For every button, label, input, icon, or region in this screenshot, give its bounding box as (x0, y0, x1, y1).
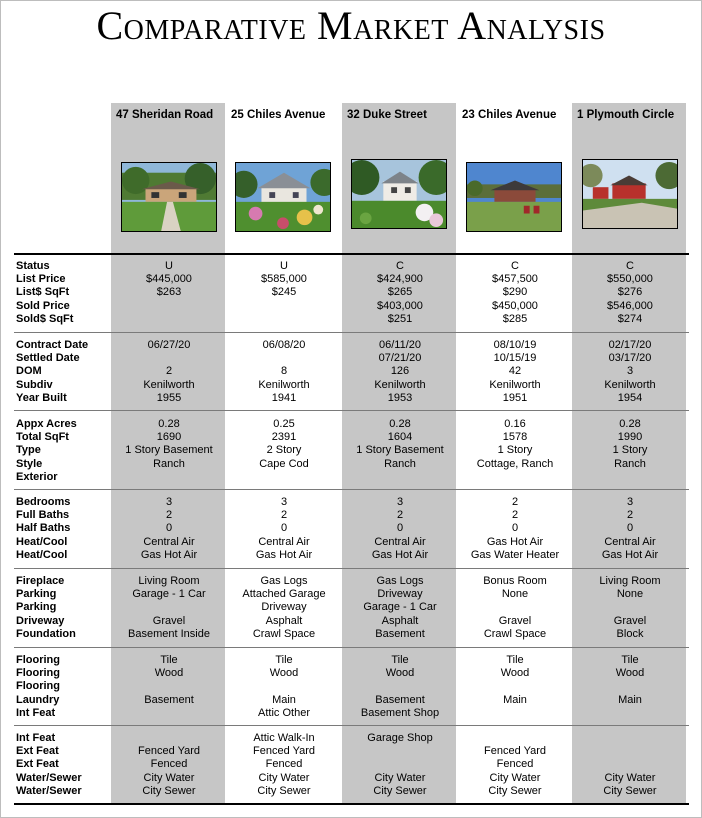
table-cell: $424,900 (377, 273, 423, 286)
table-cell: $274 (617, 312, 643, 325)
row-label: Contract Date (16, 339, 89, 351)
table-cell: $445,000 (146, 273, 192, 286)
row-label: Type (16, 444, 41, 457)
table-cell: $546,000 (607, 299, 653, 312)
table-cell: 3 (165, 496, 173, 508)
table-top-rule (14, 253, 689, 255)
row-label: Bedrooms (16, 496, 71, 508)
row-label: Water/Sewer (16, 784, 82, 797)
table-cell: Gravel (613, 614, 647, 627)
row-label: Settled Date (16, 352, 80, 365)
table-cell: Fenced Yard (253, 745, 315, 758)
table-cell: Central Air (604, 535, 656, 548)
table-cell: 2 (396, 509, 404, 522)
row-label: Int Feat (16, 706, 56, 719)
row-label: Status (16, 260, 50, 272)
table-cell: Bonus Room (483, 575, 547, 587)
table-cell: Fenced (496, 758, 534, 771)
table-cell: 2 Story (266, 444, 302, 457)
row-label: Year Built (16, 391, 67, 404)
table-cell: Cape Cod (259, 457, 309, 470)
table-cell: Basement Inside (128, 627, 210, 640)
row-label: Water/Sewer (16, 771, 82, 784)
row-label: Style (16, 457, 43, 470)
table-cell: City Sewer (603, 784, 657, 797)
table-cell: Kenilworth (489, 378, 541, 391)
table-cell: Attached Garage (242, 588, 326, 601)
row-label: Fireplace (16, 575, 65, 587)
table-cell: Main (272, 693, 296, 706)
table-cell: 10/15/19 (493, 352, 537, 365)
table-cell: City Water (604, 771, 656, 784)
table-cell: Block (616, 627, 644, 640)
table-cell: Gas Hot Air (140, 548, 198, 561)
table-cell: Living Room (138, 575, 200, 587)
table-cell: Kenilworth (258, 378, 310, 391)
table-cell: $251 (387, 312, 413, 325)
table-cell: City Sewer (257, 784, 311, 797)
table-cell: 1953 (387, 391, 413, 404)
table-cell: 126 (390, 365, 410, 378)
table-cell: Garage - 1 Car (132, 588, 206, 601)
table-cell: 0.28 (619, 418, 641, 430)
row-label: Flooring (16, 654, 60, 666)
table-cell: Main (503, 693, 527, 706)
row-label: Half Baths (16, 522, 71, 535)
table-cell: 2 (165, 365, 173, 378)
table-cell: $285 (502, 312, 528, 325)
table-cell: $403,000 (377, 299, 423, 312)
table-cell: $457,500 (492, 273, 538, 286)
row-label: Appx Acres (16, 418, 77, 430)
house-photo-5 (582, 159, 678, 229)
table-cell: Cottage, Ranch (476, 457, 554, 470)
table-cell: Basement (375, 627, 425, 640)
row-label: Int Feat (16, 732, 56, 744)
table-cell: Basement (375, 693, 425, 706)
table-cell: 42 (508, 365, 522, 378)
table-cell: 0.16 (504, 418, 526, 430)
table-cell: 2 (280, 509, 288, 522)
house-photo-3 (351, 159, 447, 229)
table-cell: Gas Hot Air (601, 548, 659, 561)
table-cell: Fenced (265, 758, 303, 771)
table-cell: City Sewer (142, 784, 196, 797)
table-cell: 1690 (156, 431, 182, 444)
table-cell: Gravel (498, 614, 532, 627)
table-cell: Fenced Yard (484, 745, 546, 758)
row-label: Heat/Cool (16, 548, 68, 561)
table-cell: $245 (271, 286, 297, 299)
table-cell: Driveway (261, 601, 307, 614)
table-cell: Ranch (614, 457, 646, 470)
table-cell: Wood (385, 667, 415, 680)
table-bottom-rule (14, 803, 689, 805)
table-cell: Gas Hot Air (486, 535, 544, 548)
row-label: Sold Price (16, 299, 70, 312)
table-cell: 03/17/20 (608, 352, 652, 365)
table-cell: Tile (160, 654, 178, 666)
table-cell: Driveway (377, 588, 423, 601)
table-cell: Garage Shop (367, 732, 433, 744)
table-cell: Wood (615, 667, 645, 680)
table-cell: 1954 (617, 391, 643, 404)
table-cell: U (280, 260, 288, 272)
table-cell: Basement Shop (360, 706, 440, 719)
table-cell: $450,000 (492, 299, 538, 312)
row-label: List$ SqFt (16, 286, 70, 299)
table-cell: 2 (626, 509, 634, 522)
table-cell: Kenilworth (143, 378, 195, 391)
table-cell: Tile (391, 654, 409, 666)
row-label: Flooring (16, 680, 60, 693)
row-label: Ext Feat (16, 745, 59, 758)
table-cell: $276 (617, 286, 643, 299)
table-cell: $550,000 (607, 273, 653, 286)
table-cell: 1 Story (612, 444, 648, 457)
table-cell: 0.25 (273, 418, 295, 430)
table-cell: Ranch (384, 457, 416, 470)
table-cell: 1951 (502, 391, 528, 404)
table-cell: 06/11/20 (378, 339, 421, 351)
table-cell: City Sewer (488, 784, 542, 797)
table-cell: 1955 (156, 391, 182, 404)
table-cell: 1 Story (497, 444, 533, 457)
table-cell: City Water (374, 771, 426, 784)
table-cell: 0.28 (158, 418, 180, 430)
page-title: Comparative Market Analysis (96, 3, 606, 48)
table-cell: 2391 (271, 431, 297, 444)
table-cell: 06/08/20 (262, 339, 306, 351)
table-cell: Central Air (258, 535, 310, 548)
table-cell: 1 Story Basement (356, 444, 444, 457)
table-cell: Asphalt (381, 614, 419, 627)
row-label: Driveway (16, 614, 65, 627)
table-cell: Garage - 1 Car (363, 601, 437, 614)
column-address-2: 25 Chiles Avenue (231, 109, 326, 121)
table-cell: 2 (511, 509, 519, 522)
table-cell: Gas Hot Air (255, 548, 313, 561)
column-address-3: 32 Duke Street (347, 109, 427, 121)
table-cell: 3 (626, 496, 634, 508)
house-photo-2 (235, 162, 331, 232)
table-cell: 0 (626, 522, 634, 535)
group-divider-6 (14, 725, 689, 726)
table-cell: 3 (280, 496, 288, 508)
table-cell: Main (618, 693, 642, 706)
table-cell: Ranch (153, 457, 185, 470)
row-label: DOM (16, 365, 42, 378)
row-label: Parking (16, 588, 57, 601)
row-label: Parking (16, 601, 57, 614)
table-cell: 2 (511, 496, 519, 508)
table-cell: 08/10/19 (493, 339, 537, 351)
table-cell: Fenced (150, 758, 188, 771)
house-photo-1 (121, 162, 217, 232)
table-cell: Asphalt (265, 614, 303, 627)
table-cell: Fenced Yard (138, 745, 200, 758)
table-cell: 0 (396, 522, 404, 535)
table-cell: 1604 (387, 431, 413, 444)
table-cell: 02/17/20 (608, 339, 652, 351)
table-cell: City Water (489, 771, 541, 784)
table-cell: Wood (154, 667, 184, 680)
table-cell: Tile (275, 654, 293, 666)
column-address-1: 47 Sheridan Road (116, 109, 214, 121)
row-label: Laundry (16, 693, 60, 706)
table-cell: 0 (511, 522, 519, 535)
row-label: Subdiv (16, 378, 53, 391)
table-cell: Gas Logs (376, 575, 424, 587)
table-cell: 0 (165, 522, 173, 535)
table-cell: $585,000 (261, 273, 307, 286)
table-cell: Gas Water Heater (470, 548, 560, 561)
table-cell: 1 Story Basement (125, 444, 213, 457)
row-label: Heat/Cool (16, 535, 68, 548)
table-cell: C (511, 260, 519, 272)
row-label: Total SqFt (16, 431, 69, 444)
column-address-5: 1 Plymouth Circle (577, 109, 675, 121)
row-label: Foundation (16, 627, 76, 640)
table-cell: 2 (165, 509, 173, 522)
table-cell: 0.28 (389, 418, 411, 430)
table-cell: Gas Logs (260, 575, 308, 587)
table-cell: U (165, 260, 173, 272)
table-cell: Gas Hot Air (371, 548, 429, 561)
table-cell: Attic Walk-In (253, 732, 315, 744)
table-cell: 3 (626, 365, 634, 378)
group-divider-4 (14, 568, 689, 569)
table-cell: C (396, 260, 404, 272)
table-cell: Gravel (152, 614, 186, 627)
table-cell: 0 (280, 522, 288, 535)
group-divider-5 (14, 647, 689, 648)
table-cell: Wood (269, 667, 299, 680)
table-cell: $265 (387, 286, 413, 299)
table-cell: Kenilworth (374, 378, 426, 391)
table-cell: 1990 (617, 431, 643, 444)
row-label: Sold$ SqFt (16, 312, 74, 325)
table-cell: 06/27/20 (147, 339, 191, 351)
table-cell: Basement (144, 693, 194, 706)
table-cell: Living Room (599, 575, 661, 587)
table-cell: 07/21/20 (378, 352, 422, 365)
table-cell: 3 (396, 496, 404, 508)
table-cell: Tile (506, 654, 524, 666)
table-cell: Attic Other (258, 706, 310, 719)
table-cell: C (626, 260, 634, 272)
table-cell: City Sewer (373, 784, 427, 797)
table-cell: 1578 (502, 431, 528, 444)
column-address-4: 23 Chiles Avenue (462, 109, 557, 121)
table-cell: None (501, 588, 529, 601)
table-cell: Tile (621, 654, 639, 666)
group-divider-3 (14, 489, 689, 490)
table-cell: $263 (156, 286, 182, 299)
table-cell: Wood (500, 667, 530, 680)
table-cell: Kenilworth (604, 378, 656, 391)
table-cell: City Water (258, 771, 310, 784)
table-cell: Central Air (374, 535, 426, 548)
table-cell: 8 (280, 365, 288, 378)
row-label: Flooring (16, 667, 60, 680)
row-label: Exterior (16, 470, 58, 483)
group-divider-1 (14, 332, 689, 333)
table-cell: City Water (143, 771, 195, 784)
table-cell: None (616, 588, 644, 601)
group-divider-2 (14, 410, 689, 411)
table-cell: Central Air (143, 535, 195, 548)
row-label: Full Baths (16, 509, 70, 522)
table-cell: $290 (502, 286, 528, 299)
table-cell: Crawl Space (483, 627, 547, 640)
row-label: List Price (16, 273, 66, 286)
table-cell: 1941 (271, 391, 297, 404)
row-label: Ext Feat (16, 758, 59, 771)
house-photo-4 (466, 162, 562, 232)
table-cell: Crawl Space (252, 627, 316, 640)
